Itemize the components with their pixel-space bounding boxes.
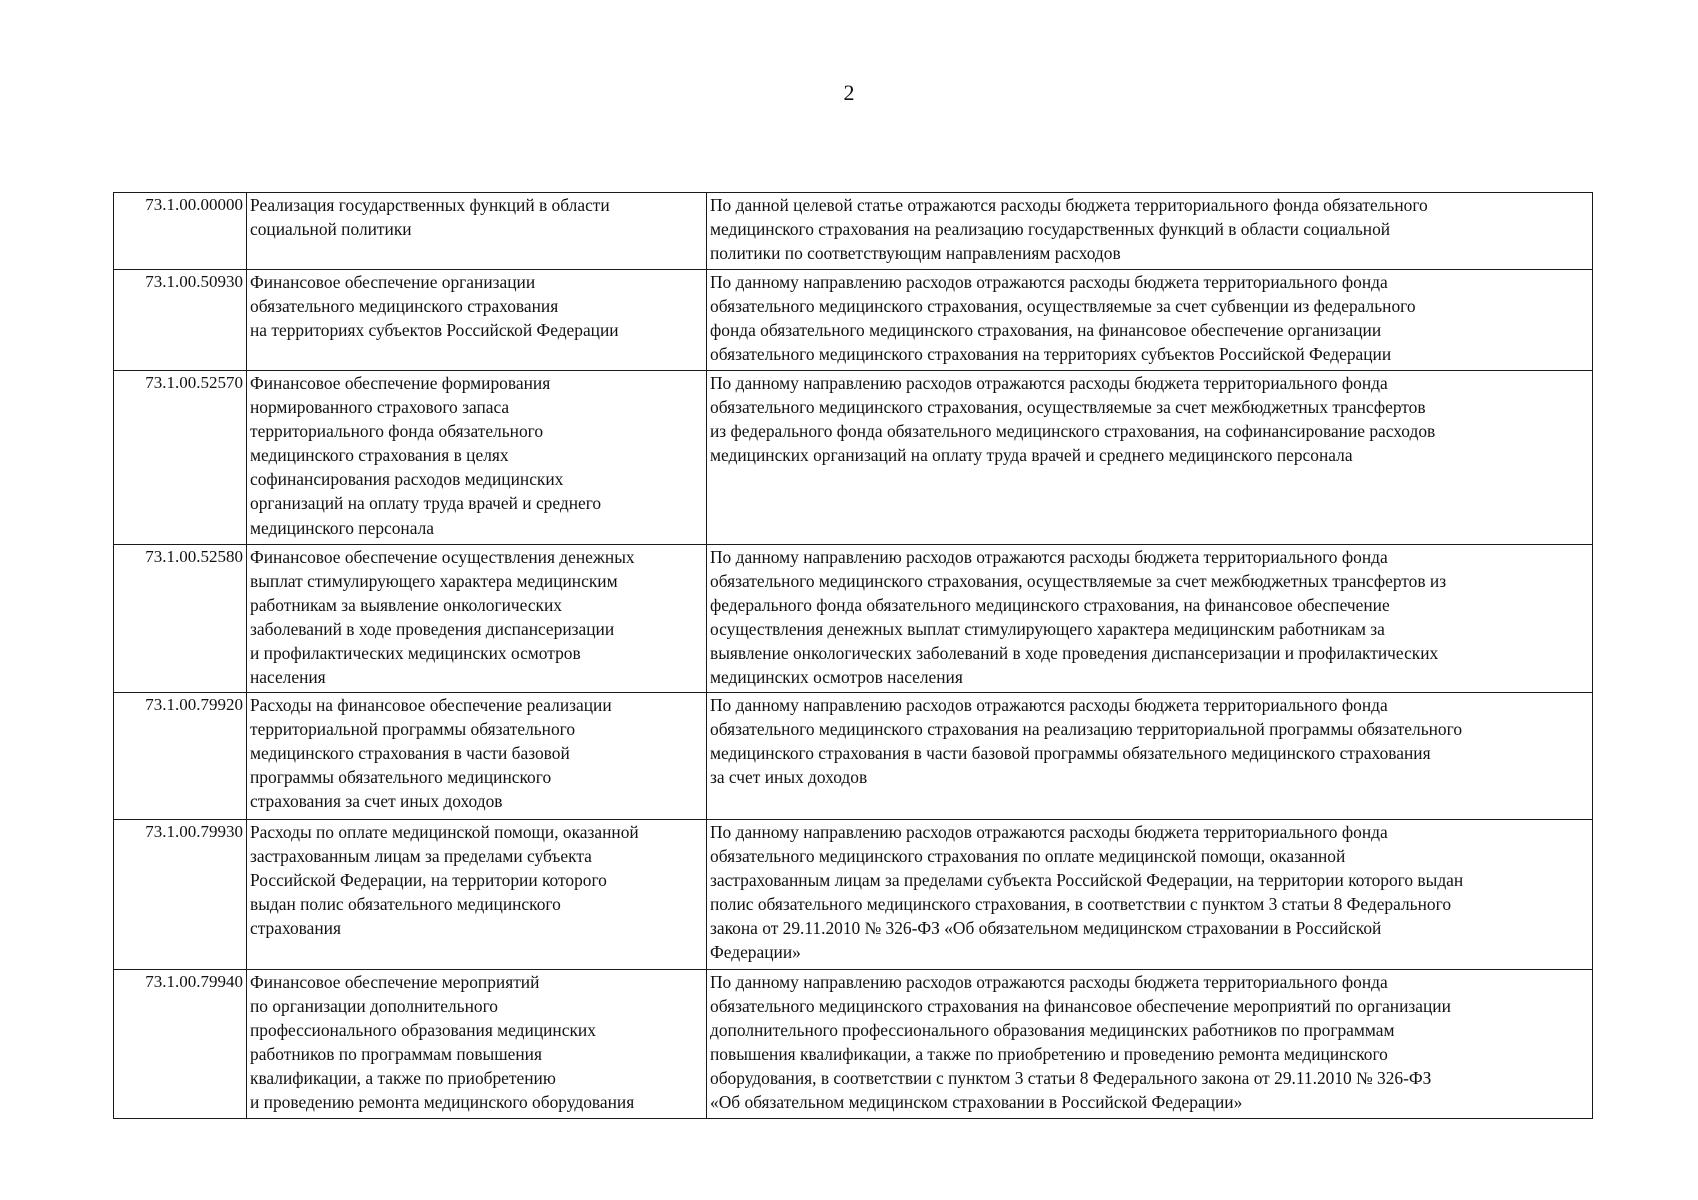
target-article-code: 73.1.00.50930 xyxy=(114,270,247,371)
table-row xyxy=(114,371,1593,545)
table-row xyxy=(114,970,1593,1119)
budget-classification-table xyxy=(113,192,1593,1119)
target-article-code: 73.1.00.79920 xyxy=(114,693,247,820)
table-row xyxy=(114,693,1593,820)
target-article-description: По данной целевой статье отражаются расходы бюджета территориального фонда обязательного медицинского страхования на реализацию государственных функций в области социальной политики по соответствующим направлениям расходов xyxy=(707,193,1593,270)
target-article-name: Финансовое обеспечение мероприятий по организации дополнительного профессионального образования медицинских работников по программам повышения квалификации, а также по приобретению и проведению ремонта медицинского оборудования xyxy=(247,970,707,1119)
target-article-name: Финансовое обеспечение осуществления денежных выплат стимулирующего характера медицинским работникам за выявление онкологических заболеваний в ходе проведения диспансеризации и профилактических медицинских осмотров населения xyxy=(247,545,707,693)
target-article-name: Финансовое обеспечение организации обязательного медицинского страхования на территориях субъектов Российской Федерации xyxy=(247,270,707,371)
target-article-description: По данному направлению расходов отражаются расходы бюджета территориального фонда обязательного медицинского страхования на финансовое обеспечение мероприятий по организации дополнительного профессионального образования медицинских работников по программам повышения квалификации, а также по приобретению и проведению ремонта медицинского оборудования, в соответствии с пунктом 3 статьи 8 Федерального закона от 29.11.2010 № 326-ФЗ «Об обязательном медицинском страховании в Российской Федерации» xyxy=(707,970,1593,1119)
target-article-code: 73.1.00.79930 xyxy=(114,820,247,970)
target-article-description: По данному направлению расходов отражаются расходы бюджета территориального фонда обязательного медицинского страхования на реализацию территориальной программы обязательного медицинского страхования в части базовой программы обязательного медицинского страхования за счет иных доходов xyxy=(707,693,1593,820)
target-article-description: По данному направлению расходов отражаются расходы бюджета территориального фонда обязательного медицинского страхования по оплате медицинской помощи, оказанной застрахованным лицам за пределами субъекта Российской Федерации, на территории которого выдан полис обязательного медицинского страхования, в соответствии с пунктом 3 статьи 8 Федерального закона от 29.11.2010 № 326-ФЗ «Об обязательном медицинском страховании в Российской Федерации» xyxy=(707,820,1593,970)
target-article-code: 73.1.00.00000 xyxy=(114,193,247,270)
table-row xyxy=(114,193,1593,270)
target-article-code: 73.1.00.79940 xyxy=(114,970,247,1119)
target-article-name: Финансовое обеспечение формирования нормированного страхового запаса территориального фонда обязательного медицинского страхования в целях софинансирования расходов медицинских организаций на оплату труда врачей и среднего медицинского персонала xyxy=(247,371,707,545)
target-article-name: Расходы по оплате медицинской помощи, оказанной застрахованным лицам за пределами субъекта Российской Федерации, на территории которого выдан полис обязательного медицинского страхования xyxy=(247,820,707,970)
target-article-description: По данному направлению расходов отражаются расходы бюджета территориального фонда обязательного медицинского страхования, осуществляемые за счет межбюджетных трансфертов из федерального фонда обязательного медицинского страхования, на финансовое обеспечение осуществления денежных выплат стимулирующего характера медицинским работникам за выявление онкологических заболеваний в ходе проведения диспансеризации и профилактических медицинских осмотров населения xyxy=(707,545,1593,693)
target-article-name: Реализация государственных функций в области социальной политики xyxy=(247,193,707,270)
target-article-code: 73.1.00.52570 xyxy=(114,371,247,545)
table-row xyxy=(114,820,1593,970)
page-number: 2 xyxy=(843,80,855,105)
table-row xyxy=(114,545,1593,693)
target-article-description: По данному направлению расходов отражаются расходы бюджета территориального фонда обязательного медицинского страхования, осуществляемые за счет межбюджетных трансфертов из федерального фонда обязательного медицинского страхования, на софинансирование расходов медицинских организаций на оплату труда врачей и среднего медицинского персонала xyxy=(707,371,1593,545)
target-article-code: 73.1.00.52580 xyxy=(114,545,247,693)
target-article-name: Расходы на финансовое обеспечение реализации территориальной программы обязательного медицинского страхования в части базовой программы обязательного медицинского страхования за счет иных доходов xyxy=(247,693,707,820)
table-row xyxy=(114,270,1593,371)
target-article-description: По данному направлению расходов отражаются расходы бюджета территориального фонда обязательного медицинского страхования, осуществляемые за счет субвенции из федерального фонда обязательного медицинского страхования, на финансовое обеспечение организации обязательного медицинского страхования на территориях субъектов Российской Федерации xyxy=(707,270,1593,371)
